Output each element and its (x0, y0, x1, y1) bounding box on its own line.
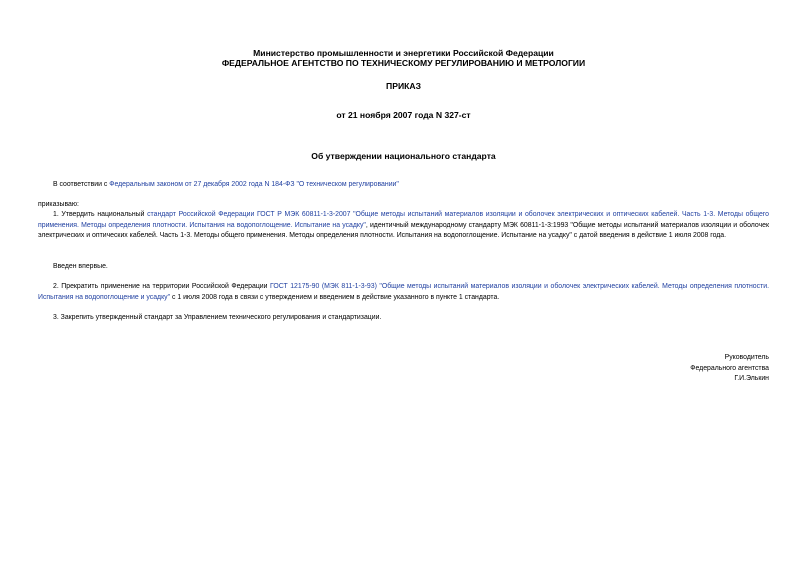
signature-org: Федерального агентства (690, 365, 769, 372)
item-3-paragraph: 3. Закрепить утвержденный стандарт за Управлением технического регулирования и стандартизации. (53, 314, 382, 321)
document-type: ПРИКАЗ (386, 81, 421, 91)
document-subject: Об утверждении национального стандарта (311, 151, 496, 161)
ministry-title: Министерство промышленности и энергетики Российской Федерации (253, 48, 554, 58)
document-date-number: от 21 ноября 2007 года N 327-ст (336, 110, 471, 120)
item-2-paragraph (38, 282, 769, 303)
item-1-suffix: , идентичный международному стандарту МЭК 60811-1-3:1993 "Общие методы испытаний материалов изоляции и оболочек электрических и оптических кабелей. Часть 1-3. Методы общего применения. Методы определения плотности. Испытания на водопоглощение. Испытание на усадку" с датой введения в действие 1 июля 2008 года. (38, 221, 769, 239)
first-time-note: Введен впервые. (53, 263, 108, 270)
agency-title: ФЕДЕРАЛЬНОЕ АГЕНТСТВО ПО ТЕХНИЧЕСКОМУ РЕГУЛИРОВАНИЮ И МЕТРОЛОГИИ (221, 58, 586, 68)
item-1-paragraph (38, 210, 769, 242)
signature-title: Руководитель (724, 354, 769, 361)
item-1-prefix: 1. Утвердить национальный (53, 211, 148, 218)
orders-line: приказываю: (38, 201, 79, 208)
federal-law-link[interactable]: Федеральным законом от 27 декабря 2002 года N 184-ФЗ "О техническом регулировании" (109, 181, 399, 188)
intro-prefix: В соответствии с (53, 181, 110, 188)
intro-paragraph (38, 180, 769, 191)
signature-name: Г.И.Элькин (734, 375, 769, 382)
gost-r-standard-link[interactable]: стандарт Российской Федерации ГОСТ Р МЭК 60811-1-3-2007 "Общие методы испытаний материалов изоляции и оболочек электрических и оптических кабелей. Часть 1-3. Методы общего применения. Методы определения плотности. Испытания на водопоглощение. Испытание на усадку" (38, 211, 769, 229)
item-2-suffix: с 1 июля 2008 года в связи с утверждением и введением в действие указанного в пункте 1 стандарта. (170, 293, 500, 301)
gost-12175-link[interactable]: ГОСТ 12175-90 (МЭК 811-1-3-93) "Общие методы испытаний материалов изоляции и оболочек электрических кабелей. Методы определения плотности. Испытания на водопоглощение и усадку" (38, 283, 770, 301)
item-2-prefix: 2. Прекратить применение на территории Российской Федерации (53, 283, 271, 290)
